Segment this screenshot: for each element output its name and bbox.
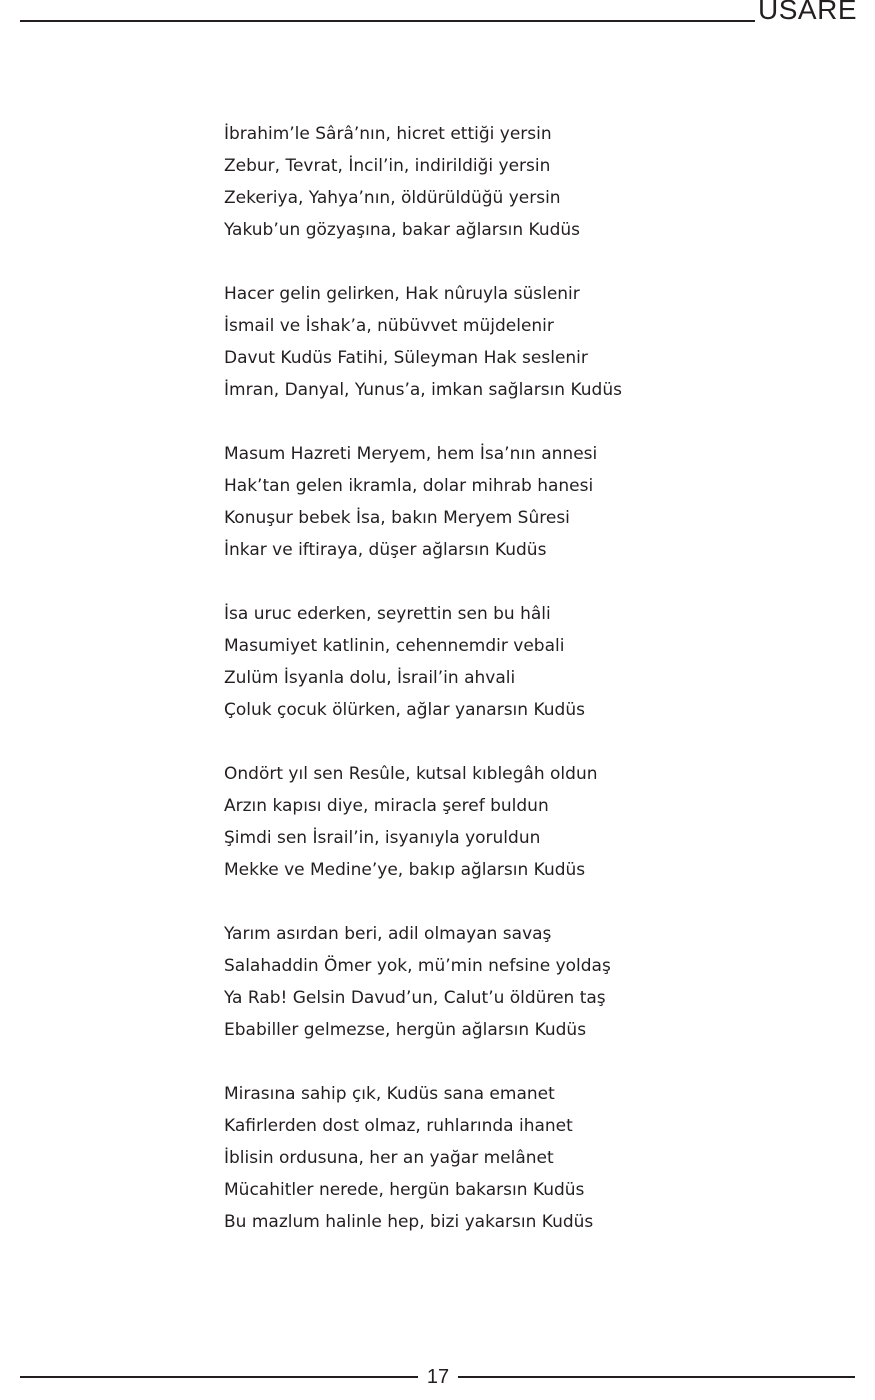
poem-line: Kafirlerden dost olmaz, ruhlarında ihanet	[224, 1116, 573, 1136]
poem-line: Mirasına sahip çık, Kudüs sana emanet	[224, 1084, 555, 1104]
poem-line: İblisin ordusuna, her an yağar melânet	[224, 1148, 554, 1168]
poem-line: Hak’tan gelen ikramla, dolar mihrab hanesi	[224, 476, 594, 496]
poem-line: İsa uruc ederken, seyrettin sen bu hâli	[224, 604, 551, 624]
poem-line: Mekke ve Medine’ye, bakıp ağlarsın Kudüs	[224, 860, 586, 880]
poem-line: Salahaddin Ömer yok, mü’min nefsine yoldaş	[224, 956, 611, 976]
stanza-7	[224, 1078, 824, 1238]
poem-line: Masumiyet katlinin, cehennemdir vebali	[224, 636, 565, 656]
page-number: 17	[426, 1366, 450, 1388]
stanza-4	[224, 598, 824, 726]
page-footer	[0, 1364, 875, 1390]
poem-line: Masum Hazreti Meryem, hem İsa’nın annesi	[224, 444, 598, 464]
poem-line: İnkar ve iftiraya, düşer ağlarsın Kudüs	[224, 540, 547, 560]
stanza-3	[224, 438, 824, 566]
poem-line: Zekeriya, Yahya’nın, öldürüldüğü yersin	[224, 188, 561, 208]
poem-line: Bu mazlum halinle hep, bizi yakarsın Kudüs	[224, 1212, 594, 1232]
page-header	[0, 0, 875, 32]
poem-line: Hacer gelin gelirken, Hak nûruyla süslenir	[224, 284, 580, 304]
poem-line: Yakub’un gözyaşına, bakar ağlarsın Kudüs	[224, 220, 581, 240]
poem-line: Arzın kapısı diye, miracla şeref buldun	[224, 796, 549, 816]
poem-line: İmran, Danyal, Yunus’a, imkan sağlarsın Kudüs	[224, 380, 622, 400]
stanza-2	[224, 278, 824, 406]
poem-line: İsmail ve İshak’a, nübüvvet müjdelenir	[224, 316, 554, 336]
poem-line: Ebabiller gelmezse, hergün ağlarsın Kudüs	[224, 1020, 587, 1040]
poem-line: Zulüm İsyanla dolu, İsrail’in ahvali	[224, 668, 516, 688]
poem	[224, 118, 824, 1270]
poem-line: Ya Rab! Gelsin Davud’un, Calut’u öldüren taş	[224, 988, 606, 1008]
poem-line: Şimdi sen İsrail’in, isyanıyla yoruldun	[224, 828, 541, 848]
poem-line: İbrahim’le Sârâ’nın, hicret ettiği yersin	[224, 124, 552, 144]
footer-rule-left	[20, 1376, 418, 1378]
poem-line: Zebur, Tevrat, İncil’in, indirildiği yersin	[224, 156, 551, 176]
header-rule	[20, 20, 755, 22]
header-title: USARE	[758, 0, 857, 25]
poem-line: Yarım asırdan beri, adil olmayan savaş	[224, 924, 552, 944]
stanza-5	[224, 758, 824, 886]
stanza-6	[224, 918, 824, 1046]
poem-line: Davut Kudüs Fatihi, Süleyman Hak seslenir	[224, 348, 588, 368]
poem-line: Ondört yıl sen Resûle, kutsal kıblegâh oldun	[224, 764, 598, 784]
footer-rule-right	[458, 1376, 855, 1378]
stanza-1	[224, 118, 824, 246]
poem-line: Çoluk çocuk ölürken, ağlar yanarsın Kudüs	[224, 700, 585, 720]
poem-line: Mücahitler nerede, hergün bakarsın Kudüs	[224, 1180, 585, 1200]
poem-line: Konuşur bebek İsa, bakın Meryem Sûresi	[224, 508, 570, 528]
